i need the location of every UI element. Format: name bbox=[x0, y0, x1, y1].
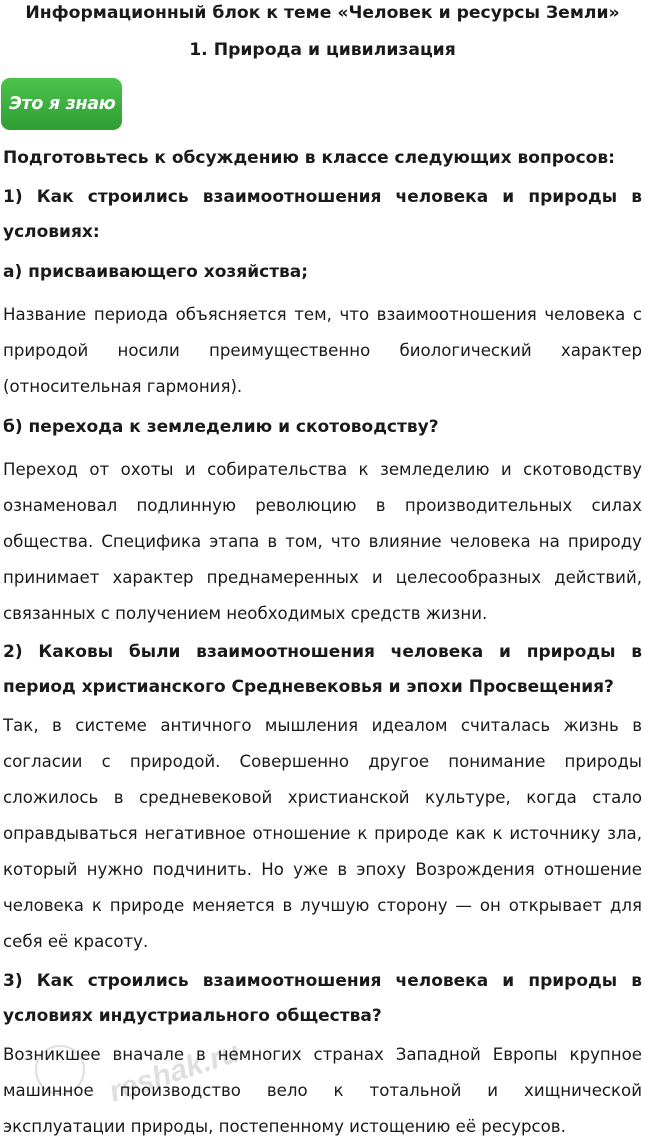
question-1b-heading: б) перехода к земледелию и скотоводству? bbox=[3, 417, 439, 437]
intro-block bbox=[3, 141, 642, 176]
watermark-text: reshak.ru bbox=[105, 1035, 244, 1109]
answer-1b bbox=[3, 452, 642, 632]
question-2-heading: 2) Каковы были взаимоотношения человека и природы в период христианского Средневековья и эпохи Просвещения? bbox=[3, 642, 642, 697]
answer-1a-text: Название периода объясняется тем, что взаимоотношения человека с природой носили преимущественно биологический характер (относительная гармония). bbox=[3, 305, 642, 396]
page-title: Информационный блок к теме «Человек и ресурсы Земли» bbox=[25, 3, 620, 23]
know-this-badge: Это я знаю bbox=[1, 78, 122, 130]
question-3-heading: 3) Как строились взаимоотношения человека и природы в условиях индустриального общества? bbox=[3, 971, 642, 1026]
question-1 bbox=[3, 180, 642, 250]
question-2 bbox=[3, 635, 642, 705]
question-1-heading: 1) Как строились взаимоотношения человека и природы в условиях: bbox=[3, 187, 642, 242]
answer-3 bbox=[3, 1037, 642, 1145]
answer-1a bbox=[3, 297, 642, 405]
question-1b bbox=[3, 410, 642, 445]
question-1a-heading: а) присваивающего хозяйства; bbox=[3, 262, 309, 282]
answer-1b-text: Переход от охоты и собирательства к земледелию и скотоводству ознаменовал подлинную революцию в производительных силах общества. Специфика этапа в том, что влияние человека на природу принимает характер преднамеренных и целесообразных действий, связанных с получением необходимых средств жизни. bbox=[3, 460, 642, 623]
intro-heading: Подготовьтесь к обсуждению в классе следующих вопросов: bbox=[3, 148, 615, 168]
answer-2-text: Так, в системе античного мышления идеалом считалась жизнь в согласии с природой. Совершенно другое понимание природы сложилось в средневековой христианской культуре, когда стало оправдываться негативное отношение к природе как к источнику зла, который нужно подчинить. Но уже в эпоху Возрождения отношение человека к природе меняется в лучшую сторону — он открывает для себя её красоту. bbox=[3, 716, 642, 951]
question-1a bbox=[3, 255, 642, 290]
section-title: 1. Природа и цивилизация bbox=[189, 40, 456, 60]
answer-3-text: Возникшее вначале в немногих странах Западной Европы крупное машинное производство вело к тотальной и хищнической эксплуатации природы, постепенному истощению её ресурсов. bbox=[3, 1045, 642, 1136]
question-3 bbox=[3, 964, 642, 1034]
answer-2 bbox=[3, 708, 642, 960]
